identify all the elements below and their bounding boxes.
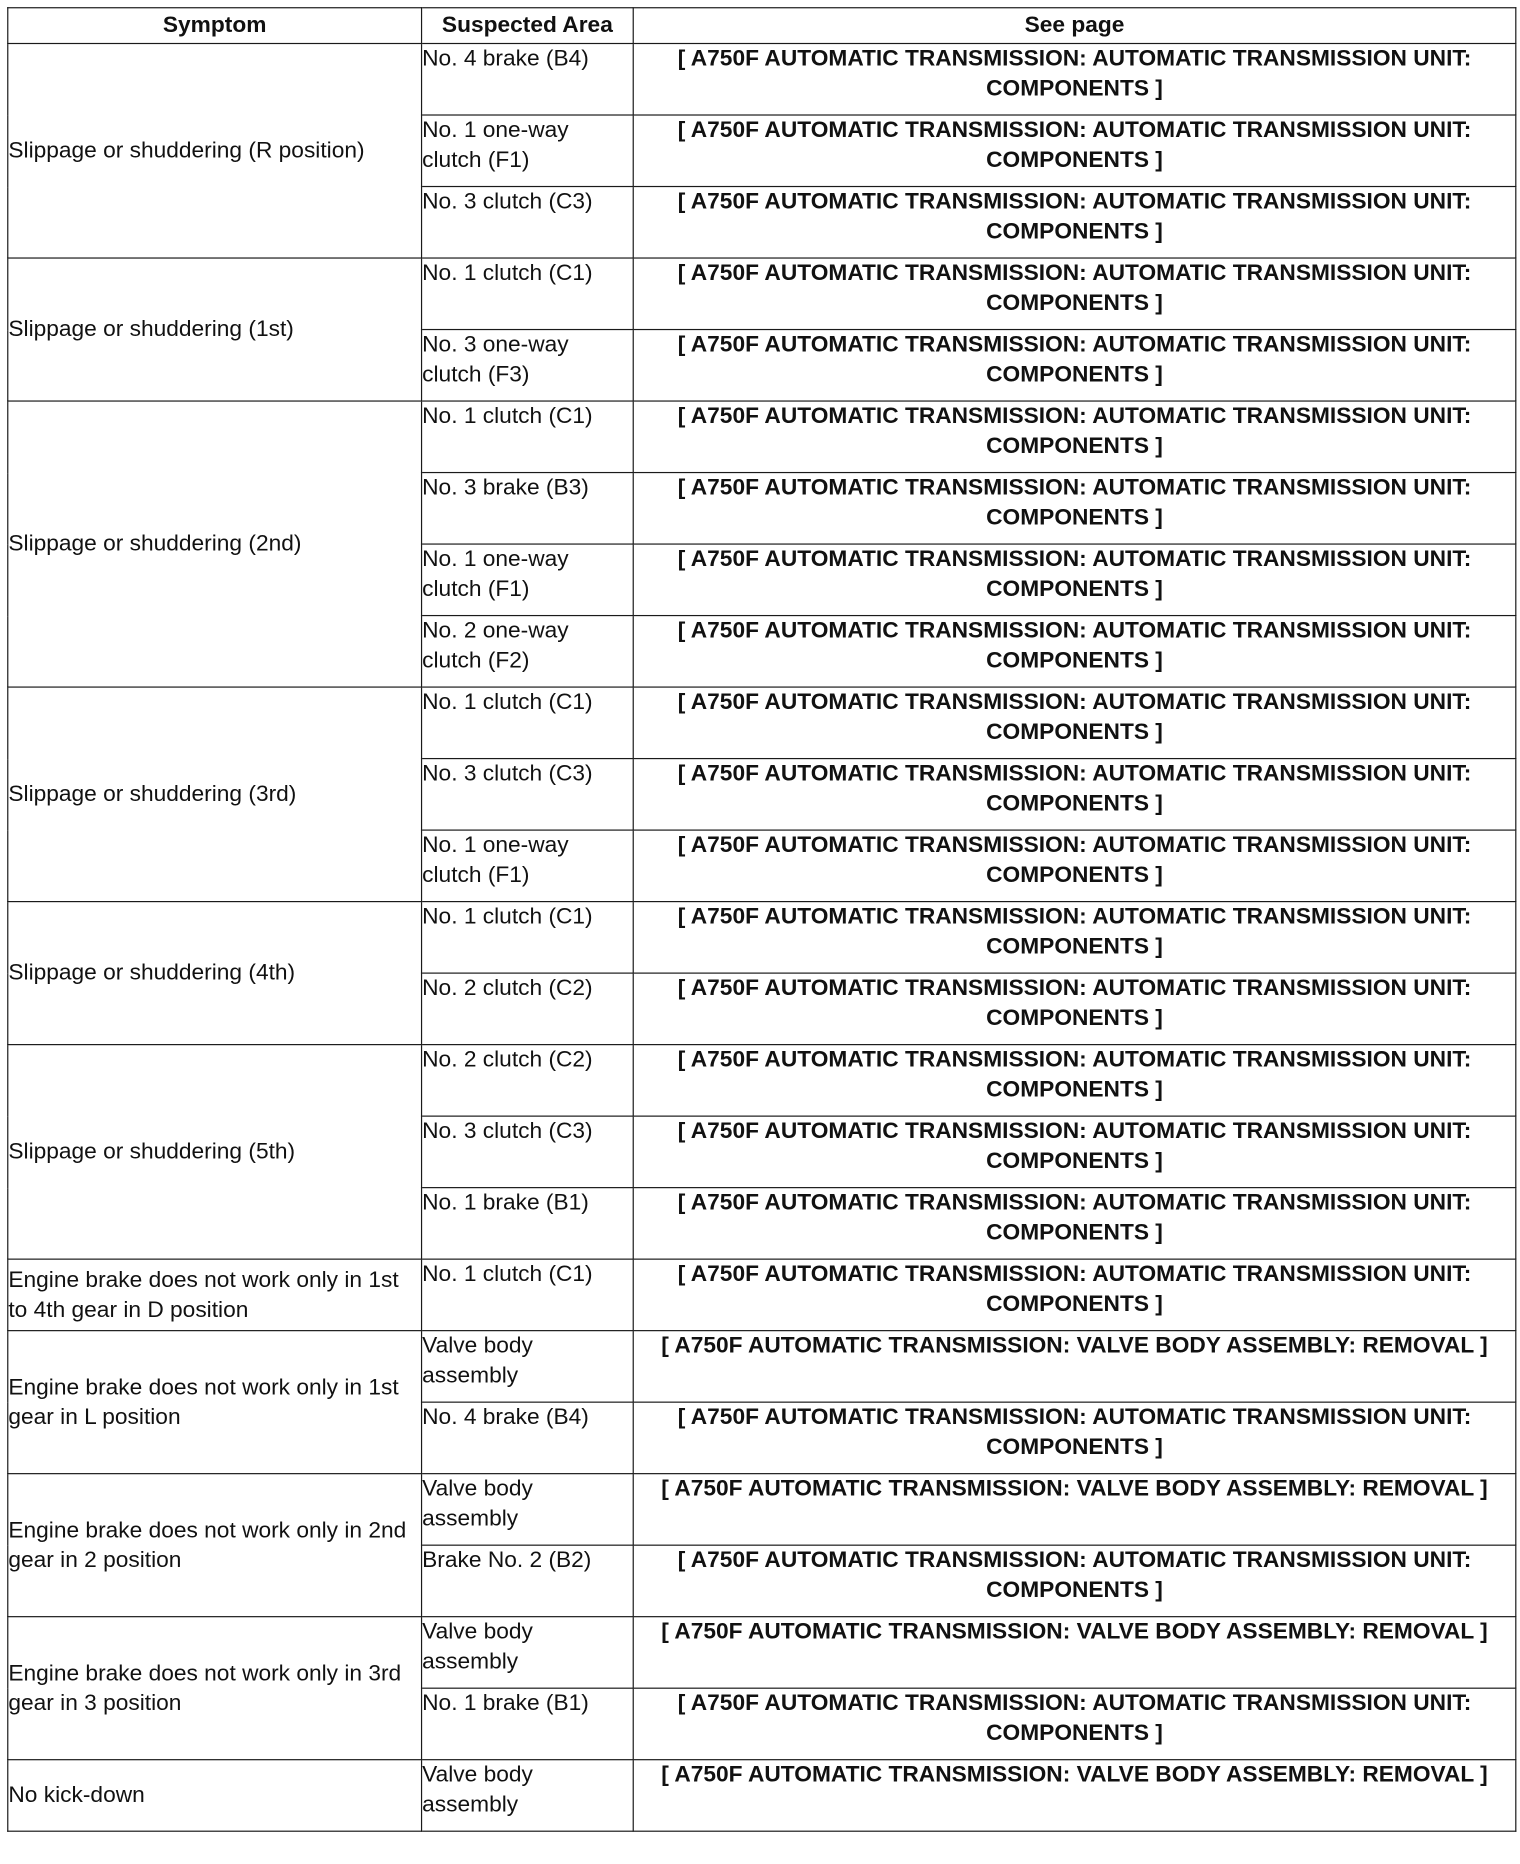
suspected-area-cell: No. 4 brake (B4) [422,1402,634,1474]
see-page-reference-link[interactable]: [ A750F AUTOMATIC TRANSMISSION: VALVE BODY ASSEMBLY: REMOVAL ] [661,1333,1488,1359]
see-page-cell [633,1474,1516,1546]
suspected-area-cell: No. 1 one-way clutch (F1) [422,544,634,616]
symptom-cell: Engine brake does not work only in 1st gear in L position [8,1331,422,1474]
table-row [8,687,1516,759]
see-page-cell [633,1688,1516,1760]
suspected-area-cell: No. 1 one-way clutch (F1) [422,830,634,902]
see-page-reference-link[interactable]: [ A750F AUTOMATIC TRANSMISSION: AUTOMATIC TRANSMISSION UNIT: COMPONENTS ] [677,1190,1472,1246]
suspected-area-cell: No. 3 clutch (C3) [422,1116,634,1188]
see-page-reference-link[interactable]: [ A750F AUTOMATIC TRANSMISSION: VALVE BODY ASSEMBLY: REMOVAL ] [661,1762,1488,1788]
suspected-area-cell: No. 3 clutch (C3) [422,759,634,831]
see-page-reference-link[interactable]: [ A750F AUTOMATIC TRANSMISSION: AUTOMATIC TRANSMISSION UNIT: COMPONENTS ] [677,833,1472,888]
see-page-cell [633,330,1516,402]
symptom-cell: Slippage or shuddering (4th) [8,902,422,1045]
symptom-cell: Slippage or shuddering (3rd) [8,687,422,902]
suspected-area-cell: Valve body assembly [422,1474,634,1546]
see-page-reference-link[interactable]: [ A750F AUTOMATIC TRANSMISSION: AUTOMATIC TRANSMISSION UNIT: COMPONENTS ] [677,1691,1472,1746]
suspected-area-cell: No. 1 clutch (C1) [422,258,634,330]
see-page-reference-link[interactable]: [ A750F AUTOMATIC TRANSMISSION: AUTOMATIC TRANSMISSION UNIT: COMPONENTS ] [677,1405,1472,1460]
suspected-area-cell: No. 1 one-way clutch (F1) [422,115,634,187]
see-page-cell [633,473,1516,545]
see-page-reference-link[interactable]: [ A750F AUTOMATIC TRANSMISSION: AUTOMATIC TRANSMISSION UNIT: COMPONENTS ] [677,117,1472,173]
see-page-cell [633,44,1516,116]
table-row [8,44,1516,116]
suspected-area-cell: No. 4 brake (B4) [422,44,634,116]
table-row [8,1045,1516,1117]
table-row [8,258,1516,330]
see-page-reference-link[interactable]: [ A750F AUTOMATIC TRANSMISSION: AUTOMATIC TRANSMISSION UNIT: COMPONENTS ] [677,46,1472,102]
see-page-reference-link[interactable]: [ A750F AUTOMATIC TRANSMISSION: AUTOMATIC TRANSMISSION UNIT: COMPONENTS ] [677,189,1472,245]
table-row [8,902,1516,974]
see-page-cell [633,1760,1516,1832]
see-page-cell [633,830,1516,902]
header-suspected-area: Suspected Area [422,8,634,44]
suspected-area-cell: No. 1 clutch (C1) [422,1259,634,1331]
see-page-cell [633,759,1516,831]
suspected-area-cell: No. 2 one-way clutch (F2) [422,616,634,688]
see-page-cell [633,616,1516,688]
table-row [8,1259,1516,1331]
symptom-cell: Slippage or shuddering (5th) [8,1045,422,1260]
header-see-page: See page [633,8,1516,44]
suspected-area-cell: No. 3 clutch (C3) [422,187,634,259]
see-page-reference-link[interactable]: [ A750F AUTOMATIC TRANSMISSION: AUTOMATIC TRANSMISSION UNIT: COMPONENTS ] [677,1047,1472,1103]
table-row [8,1760,1516,1832]
symptom-cell: Engine brake does not work only in 2nd gear in 2 position [8,1474,422,1617]
see-page-cell [633,258,1516,330]
see-page-cell [633,401,1516,473]
see-page-cell [633,1617,1516,1689]
see-page-reference-link[interactable]: [ A750F AUTOMATIC TRANSMISSION: AUTOMATIC TRANSMISSION UNIT: COMPONENTS ] [677,261,1472,316]
suspected-area-cell: No. 3 brake (B3) [422,473,634,545]
table-header-row [8,8,1516,44]
see-page-cell [633,902,1516,974]
see-page-cell [633,973,1516,1045]
see-page-cell [633,1545,1516,1617]
suspected-area-cell: No. 3 one-way clutch (F3) [422,330,634,402]
suspected-area-cell: Valve body assembly [422,1331,634,1403]
suspected-area-cell: No. 1 brake (B1) [422,1188,634,1260]
symptom-cell: No kick-down [8,1760,422,1832]
see-page-cell [633,1188,1516,1260]
suspected-area-cell: No. 1 clutch (C1) [422,902,634,974]
symptom-cell: Engine brake does not work only in 3rd gear in 3 position [8,1617,422,1760]
suspected-area-cell: No. 1 clutch (C1) [422,687,634,759]
table-row [8,1617,1516,1689]
symptom-cell: Engine brake does not work only in 1st to 4th gear in D position [8,1259,422,1331]
see-page-cell [633,187,1516,259]
see-page-cell [633,687,1516,759]
suspected-area-cell: No. 2 clutch (C2) [422,973,634,1045]
see-page-reference-link[interactable]: [ A750F AUTOMATIC TRANSMISSION: AUTOMATIC TRANSMISSION UNIT: COMPONENTS ] [677,904,1472,960]
see-page-reference-link[interactable]: [ A750F AUTOMATIC TRANSMISSION: AUTOMATIC TRANSMISSION UNIT: COMPONENTS ] [677,976,1472,1031]
see-page-cell [633,1402,1516,1474]
problem-symptoms-table [7,7,1516,1832]
see-page-reference-link[interactable]: [ A750F AUTOMATIC TRANSMISSION: AUTOMATIC TRANSMISSION UNIT: COMPONENTS ] [677,761,1472,817]
table-row [8,1331,1516,1403]
see-page-reference-link[interactable]: [ A750F AUTOMATIC TRANSMISSION: VALVE BODY ASSEMBLY: REMOVAL ] [661,1619,1488,1645]
see-page-cell [633,1259,1516,1331]
see-page-reference-link[interactable]: [ A750F AUTOMATIC TRANSMISSION: AUTOMATIC TRANSMISSION UNIT: COMPONENTS ] [677,1119,1472,1174]
suspected-area-cell: Valve body assembly [422,1617,634,1689]
see-page-reference-link[interactable]: [ A750F AUTOMATIC TRANSMISSION: VALVE BODY ASSEMBLY: REMOVAL ] [661,1476,1488,1502]
table-row [8,1474,1516,1546]
see-page-cell [633,115,1516,187]
see-page-reference-link[interactable]: [ A750F AUTOMATIC TRANSMISSION: AUTOMATIC TRANSMISSION UNIT: COMPONENTS ] [677,1262,1472,1317]
see-page-reference-link[interactable]: [ A750F AUTOMATIC TRANSMISSION: AUTOMATIC TRANSMISSION UNIT: COMPONENTS ] [677,332,1472,388]
see-page-reference-link[interactable]: [ A750F AUTOMATIC TRANSMISSION: AUTOMATIC TRANSMISSION UNIT: COMPONENTS ] [677,1548,1472,1603]
suspected-area-cell: Brake No. 2 (B2) [422,1545,634,1617]
see-page-cell [633,544,1516,616]
see-page-cell [633,1331,1516,1403]
see-page-cell [633,1116,1516,1188]
suspected-area-cell: No. 1 clutch (C1) [422,401,634,473]
see-page-cell [633,1045,1516,1117]
see-page-reference-link[interactable]: [ A750F AUTOMATIC TRANSMISSION: AUTOMATIC TRANSMISSION UNIT: COMPONENTS ] [677,690,1472,745]
table-body [8,44,1516,1832]
symptom-cell: Slippage or shuddering (2nd) [8,401,422,687]
symptom-cell: Slippage or shuddering (R position) [8,44,422,259]
suspected-area-cell: No. 1 brake (B1) [422,1688,634,1760]
table-row [8,401,1516,473]
header-symptom: Symptom [8,8,422,44]
see-page-reference-link[interactable]: [ A750F AUTOMATIC TRANSMISSION: AUTOMATIC TRANSMISSION UNIT: COMPONENTS ] [677,404,1472,459]
see-page-reference-link[interactable]: [ A750F AUTOMATIC TRANSMISSION: AUTOMATIC TRANSMISSION UNIT: COMPONENTS ] [677,547,1472,602]
see-page-reference-link[interactable]: [ A750F AUTOMATIC TRANSMISSION: AUTOMATIC TRANSMISSION UNIT: COMPONENTS ] [677,475,1472,531]
symptom-cell: Slippage or shuddering (1st) [8,258,422,401]
see-page-reference-link[interactable]: [ A750F AUTOMATIC TRANSMISSION: AUTOMATIC TRANSMISSION UNIT: COMPONENTS ] [677,618,1472,674]
suspected-area-cell: Valve body assembly [422,1760,634,1832]
suspected-area-cell: No. 2 clutch (C2) [422,1045,634,1117]
